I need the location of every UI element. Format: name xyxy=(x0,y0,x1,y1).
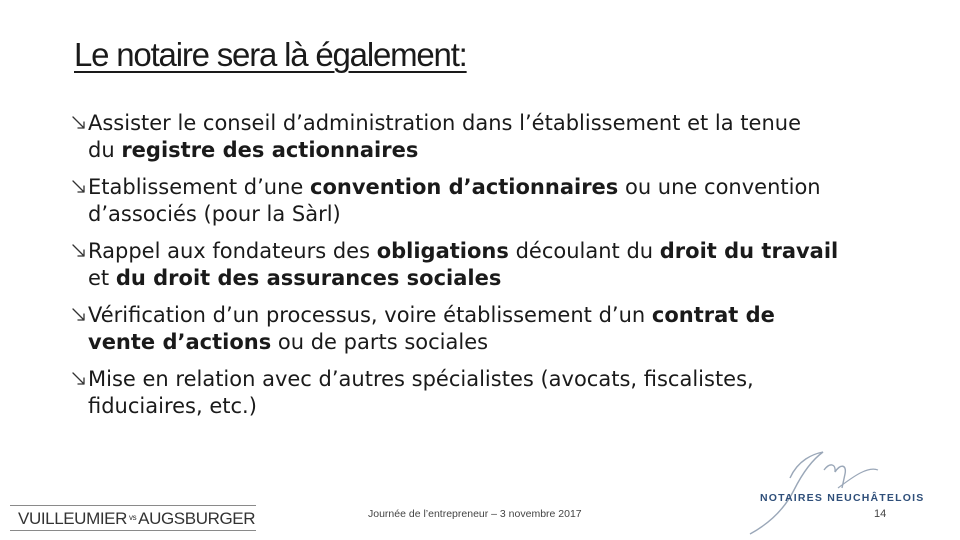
notaires-brand-text: NOTAIRES NEUCHÂTELOIS xyxy=(760,492,925,504)
bullet-text: ou une convention xyxy=(618,175,821,199)
bullet-line xyxy=(88,265,890,292)
bullet-list xyxy=(70,110,890,430)
bullet-item xyxy=(70,366,890,419)
logo-rule-top xyxy=(10,505,256,506)
bullet-line xyxy=(88,137,890,164)
bullet-text: et xyxy=(88,265,116,290)
bullet-bold-text: droit du travail xyxy=(659,239,839,263)
vuilleumier-augsburger-logo xyxy=(6,500,256,534)
bullet-item xyxy=(70,302,890,355)
bullet-text: Rappel aux fondateurs des xyxy=(88,239,377,263)
bullet-line xyxy=(88,110,890,137)
slide-title: Le notaire sera là également: xyxy=(74,36,467,73)
logo-name-joiner: vs xyxy=(128,513,137,522)
hollow-arrow-icon xyxy=(70,114,88,132)
bullet-bold-text: contrat de xyxy=(651,303,775,327)
bullet-bold-text: vente d’actions xyxy=(88,329,272,354)
bullet-text: d’associés (pour la Sàrl) xyxy=(88,201,341,226)
bullet-item xyxy=(70,110,890,163)
logo-name-right: AUGSBURGER xyxy=(138,509,256,528)
logo-rule-bottom xyxy=(10,530,256,531)
bullet-text: ou de parts sociales xyxy=(271,329,489,354)
bullet-text: Assister le conseil d’administration dans l’établissement et la tenue xyxy=(88,111,801,135)
logo-name-left: VUILLEUMIER xyxy=(18,509,127,528)
bullet-line xyxy=(88,393,890,420)
bullet-line xyxy=(88,302,890,329)
bullet-bold-text: convention d’actionnaires xyxy=(310,175,619,199)
bullet-line xyxy=(88,366,890,393)
bullet-item xyxy=(70,174,890,227)
bullet-bold-text: registre des actionnaires xyxy=(121,137,419,162)
notaires-neuchatelois-logo xyxy=(728,440,948,536)
footer-event-text: Journée de l’entrepreneur – 3 novembre 2017 xyxy=(368,508,582,520)
bullet-text: Vérification d’un processus, voire établissement d’un xyxy=(88,303,652,327)
bullet-text: du xyxy=(88,137,122,162)
bullet-text: découlant du xyxy=(508,239,660,263)
page-number: 14 xyxy=(874,508,887,520)
bullet-line xyxy=(88,201,890,228)
bullet-bold-text: obligations xyxy=(376,239,509,263)
logo-text xyxy=(18,509,255,529)
notaires-swoosh-icon xyxy=(728,440,948,536)
bullet-line xyxy=(88,329,890,356)
bullet-item xyxy=(70,238,890,291)
bullet-bold-text: du droit des assurances sociales xyxy=(115,265,502,290)
bullet-line xyxy=(88,238,890,265)
bullet-text: Mise en relation avec d’autres spécialistes (avocats, fiscalistes, xyxy=(88,367,754,391)
hollow-arrow-icon xyxy=(70,242,88,260)
bullet-text: Etablissement d’une xyxy=(88,175,310,199)
hollow-arrow-icon xyxy=(70,306,88,324)
bullet-line xyxy=(88,174,890,201)
bullet-text: fiduciaires, etc.) xyxy=(88,393,257,418)
hollow-arrow-icon xyxy=(70,370,88,388)
hollow-arrow-icon xyxy=(70,178,88,196)
